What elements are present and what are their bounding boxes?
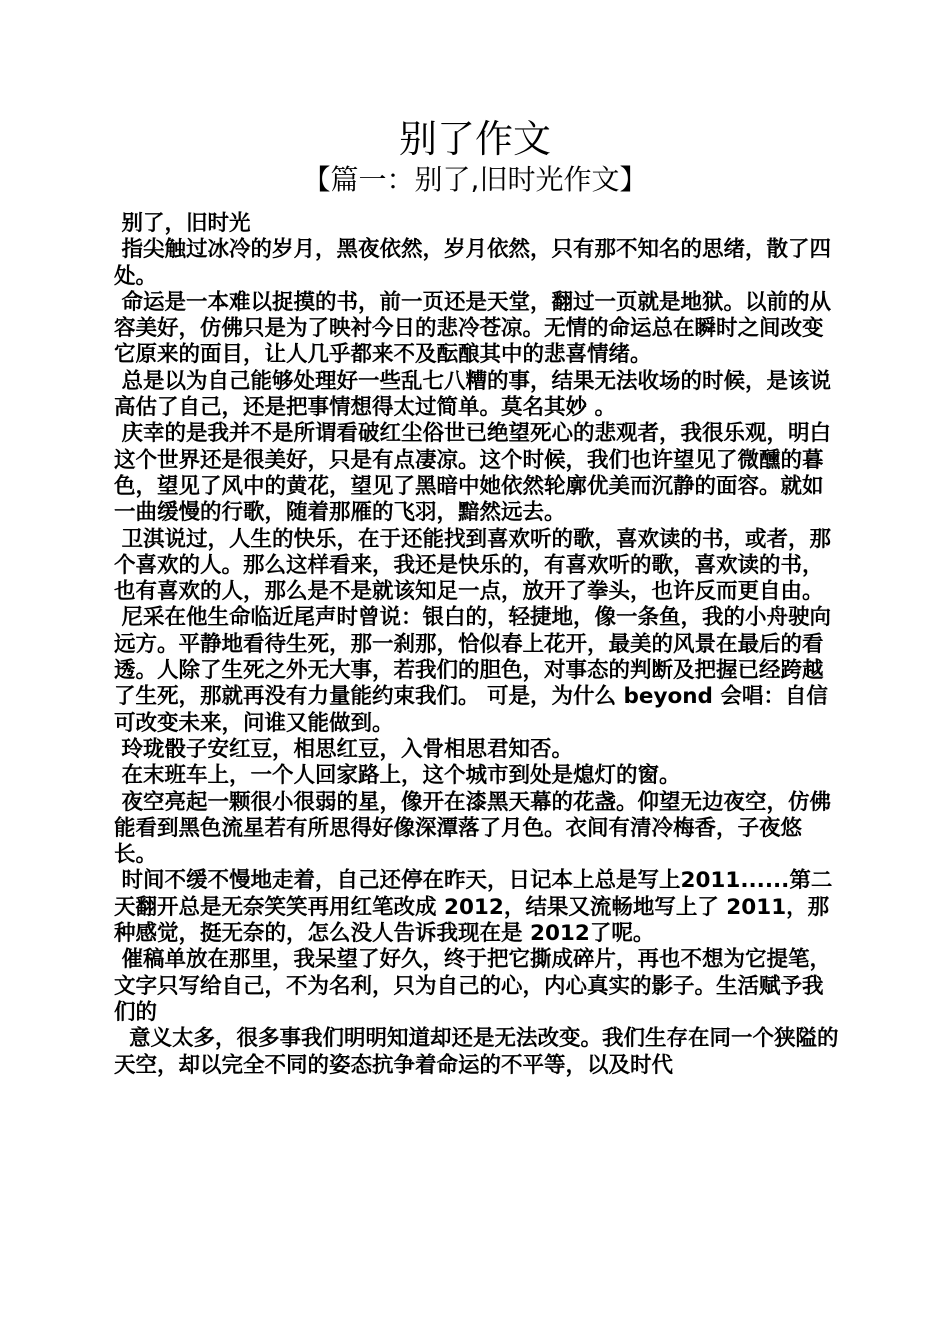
document-body [114,211,844,1079]
paragraph: 在末班车上，一个人回家路上，这个城市到处是熄灯的窗。 [114,763,681,789]
document-title: 别了作文 [398,117,551,161]
paragraph: 别了，旧时光 [114,211,251,236]
document-subtitle: 【篇一：别了,旧时光作文】 [302,163,648,196]
paragraph: 指尖触过冰冷的岁月，黑夜依然，岁月依然，只有那不知名的思绪，散了四处。 [114,237,832,289]
paragraph: 命运是一本难以捉摸的书，前一页还是天堂，翻过一页就是地狱。以前的从容美好，仿佛只是为了映衬今日的悲冷苍凉。无情的命运总在瞬时之间改变它原来的面目，让人几乎都来不及酝酿其中的悲喜情绪。 [114,289,832,368]
paragraph: 意义太多，很多事我们明明知道却还是无法改变。我们生存在同一个狭隘的天空，却以完全不同的姿态抗争着命运的不平等，以及时代 [114,1026,839,1078]
paragraph: 庆幸的是我并不是所谓看破红尘俗世已绝望死心的悲观者，我很乐观，明白这个世界还是很美好，只是有点凄凉。这个时候，我们也许望见了微醺的暮色，望见了风中的黄花，望见了黑暗中她依然轮廓优美而沉静的面容。就如一曲缓慢的行歌，随着那雁的飞羽，黯然远去。 [114,421,832,526]
paragraph: 夜空亮起一颗很小很弱的星，像开在漆黑天幕的花盏。仰望无边夜空，仿佛能看到黑色流星若有所思得好像深潭落了月色。衣间有清冷梅香，子夜悠长。 [114,789,832,868]
paragraph: 卫淇说过，人生的快乐，在于还能找到喜欢听的歌，喜欢读的书，或者，那个喜欢的人。那么这样看来，我还是快乐的，有喜欢听的歌，喜欢读的书，也有喜欢的人，那么是不是就该知足一点，放开了拳头，也许反而更自由。 [114,526,832,605]
paragraph: 玲珑骰子安红豆，相思红豆，入骨相思君知否。 [114,736,574,762]
paragraph: 时间不缓不慢地走着，自己还停在昨天，日记本上总是写上2011......第二天翻开总是无奈笑笑再用红笔改成 2012，结果又流畅地写上了 2011，那种感觉，挺无奈的，怎么没人告诉我现在是 2012了呢。 [114,868,833,947]
paragraph: 总是以为自己能够处理好一些乱七八糟的事，结果无法收场的时候，是该说高估了自己，还是把事情想得太过简单。莫名其妙 。 [114,368,832,421]
paragraph: 催稿单放在那里，我呆望了好久，终于把它撕成碎片，再也不想为它提笔，文字只写给自己，不为名利，只为自己的心，内心真实的影子。生活赋予我们的 [114,947,832,1025]
paragraph: 尼采在他生命临近尾声时曾说：银白的，轻捷地，像一条鱼，我的小舟驶向远方。平静地看待生死，那一刹那，恰似春上花开，最美的风景在最后的看透。人除了生死之外无大事，若我们的胆色，对事态的判断及把握已经跨越了生死，那就再没有力量能约束我们。 可是，为什么 beyond 会唱：自信可改变未来，问谁又能做到。 [114,605,832,736]
